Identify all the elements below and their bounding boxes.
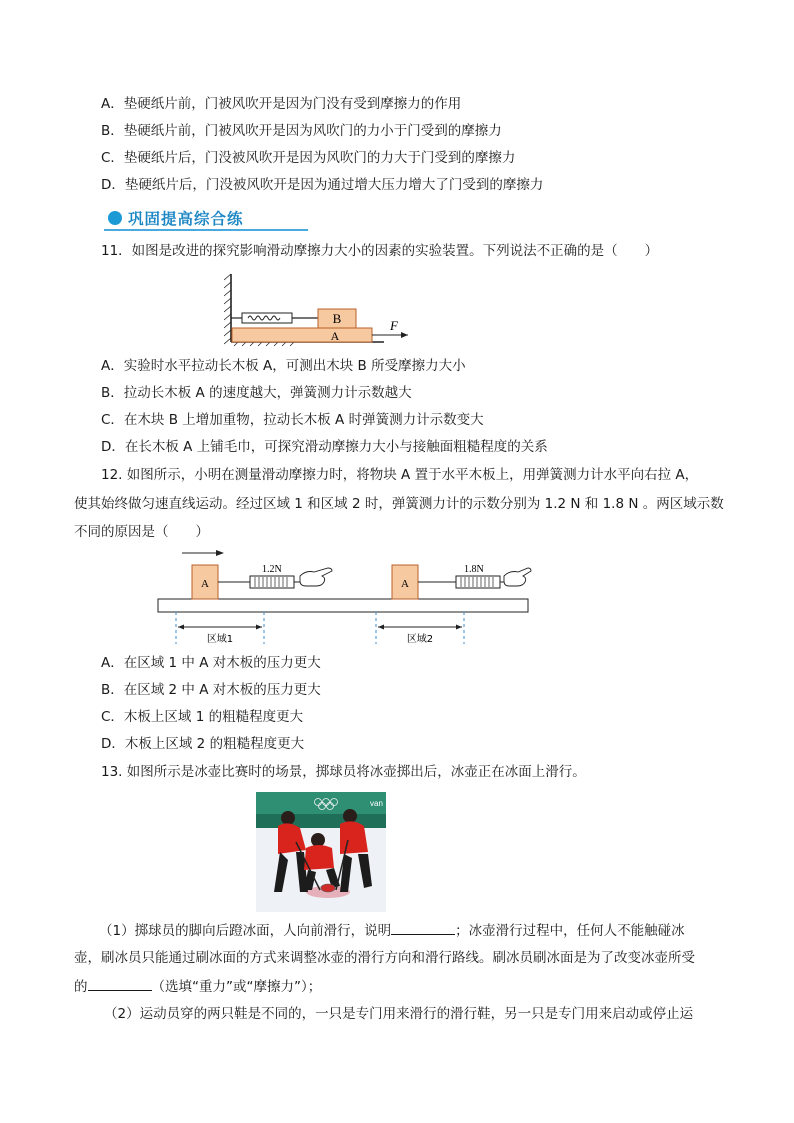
q10-option-b: B．垫硬纸片前，门被风吹开是因为风吹门的力小于门受到的摩擦力: [101, 123, 502, 139]
section-heading: [104, 205, 308, 231]
section-underline: [104, 229, 308, 231]
q11-stem: 11．如图是改进的探究影响滑动摩擦力大小的因素的实验装置。下列说法不正确的是（ ）: [101, 243, 659, 259]
block-a2-label: A: [401, 578, 409, 590]
reading-2-label: 1.8N: [464, 564, 484, 575]
q13-stem: 13. 如图所示是冰壶比赛时的场景，掷球员将冰壶掷出后，冰壶正在冰面上滑行。: [101, 764, 586, 780]
q13-part1-line1: [99, 920, 685, 941]
zone-1-label: 区域1: [206, 634, 234, 645]
q11-option-a: A．实验时水平拉动长木板 A，可测出木块 B 所受摩擦力大小: [101, 358, 466, 374]
q13-part2-line1: （2）运动员穿的两只鞋是不同的，一只是专门用来滑行的滑行鞋，另一只是专门用来启动或停止运: [104, 1006, 694, 1022]
q13-part1-text-d: （选填“重力”或“摩擦力”）；: [151, 979, 322, 995]
section-heading-text: 巩固提高综合练: [128, 210, 244, 228]
q12-option-b: B．在区域 2 中 A 对木板的压力更大: [101, 682, 321, 698]
q12-stem-line1: 12. 如图所示，小明在测量滑动摩擦力时，将物块 A 置于水平木板上，用弹簧测力计水平向右拉 A，: [101, 467, 699, 483]
q13-part1-line2: 壶，刷冰员只能通过刷冰面的方式来调整冰壶的滑行方向和滑行路线。刷冰员刷冰面是为了改变冰壶所受: [74, 950, 695, 966]
q13-part1-line3: [74, 976, 321, 997]
board-a-label: A: [330, 329, 340, 343]
zone-2-label: 区域2: [406, 634, 434, 645]
q12-option-c: C．木板上区域 1 的粗糙程度更大: [101, 709, 304, 725]
q11-apparatus-figure: [224, 268, 414, 348]
answer-blank-1[interactable]: [391, 920, 455, 935]
q12-option-a: A．在区域 1 中 A 对木板的压力更大: [101, 655, 321, 671]
photo-sign-text: van: [370, 799, 383, 808]
answer-blank-2[interactable]: [88, 976, 152, 991]
bullet-icon: [108, 211, 122, 225]
q13-part1-text-b: ；冰壶滑行过程中，任何人不能触碰冰: [455, 923, 685, 939]
q10-option-d: D．垫硬纸片后，门没被风吹开是因为通过增大压力增大了门受到的摩擦力: [101, 177, 544, 193]
q11-option-b: B．拉动长木板 A 的速度越大，弹簧测力计示数越大: [101, 385, 412, 401]
block-b-label: B: [332, 311, 342, 326]
block-a1-label: A: [201, 578, 209, 590]
reading-1-label: 1.2N: [262, 564, 282, 575]
q10-option-a: A．垫硬纸片前，门被风吹开是因为门没有受到摩擦力的作用: [101, 96, 462, 112]
q10-option-c: C．垫硬纸片后，门没被风吹开是因为风吹门的力大于门受到的摩擦力: [101, 150, 516, 166]
curling-scene-image: [256, 792, 386, 912]
curling-photo: [256, 792, 386, 912]
q12-option-d: D．木板上区域 2 的粗糙程度更大: [101, 736, 305, 752]
q12-stem-line2: 使其始终做匀速直线运动。经过区域 1 和区域 2 时，弹簧测力计的示数分别为 1.2 N 和 1.8 N 。两区域示数: [74, 496, 724, 512]
force-label: F: [390, 318, 398, 333]
q13-part1-text-c: 的: [74, 979, 88, 995]
q11-option-c: C．在木块 B 上增加重物，拉动长木板 A 时弹簧测力计示数变大: [101, 412, 484, 428]
q12-stem-line3: 不同的原因是（ ）: [74, 524, 209, 540]
q11-option-d: D．在长木板 A 上铺毛巾，可探究滑动摩擦力大小与接触面粗糙程度的关系: [101, 439, 548, 455]
q13-part1-text-a: （1）掷球员的脚向后蹬冰面，人向前滑行，说明: [99, 923, 392, 939]
q12-zones-figure: [150, 546, 540, 648]
